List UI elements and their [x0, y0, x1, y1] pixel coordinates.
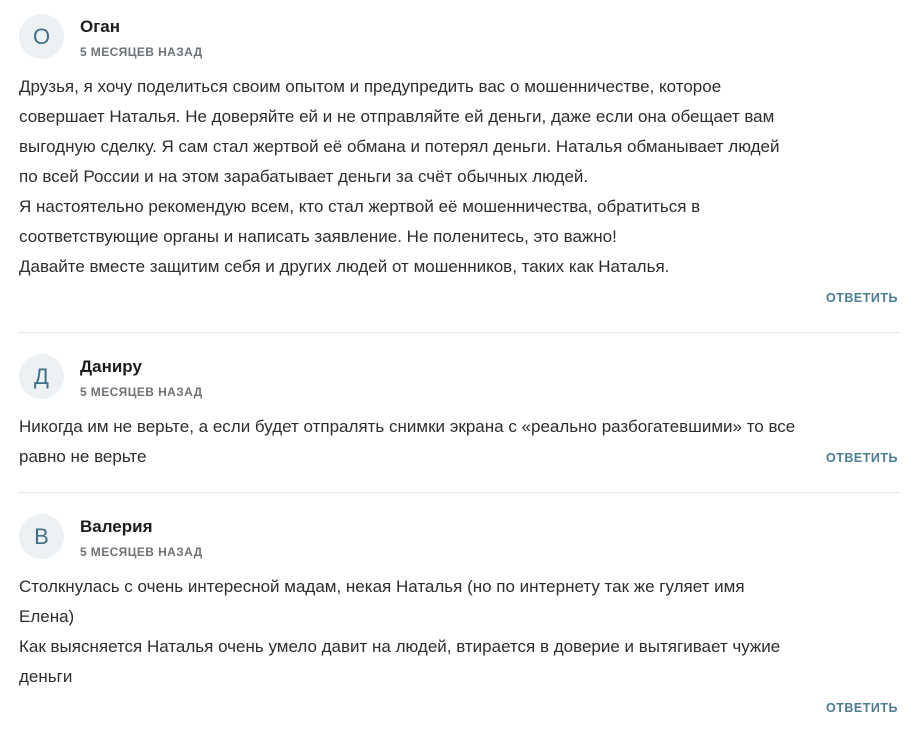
- avatar: О: [19, 14, 64, 59]
- comment-paragraph: Как выясняется Наталья очень умело давит на людей, втирается в доверие и вытягивает чужие деньги: [19, 637, 781, 686]
- timestamp: 5 МЕСЯЦЕВ НАЗАД: [80, 545, 203, 559]
- reply-button[interactable]: ОТВЕТИТЬ: [826, 451, 898, 465]
- author-name: Оган: [80, 17, 121, 36]
- comment-text: [19, 412, 804, 472]
- comment-paragraph: Я настоятельно рекомендую всем, кто стал жертвой её мошенничества, обратиться в соответствующие органы и написать заявление. Не поленитесь, это важно!: [19, 197, 701, 246]
- comment-text: [19, 572, 804, 692]
- author-name: Валерия: [80, 517, 153, 536]
- avatar: В: [19, 514, 64, 559]
- comment-text: [19, 72, 799, 282]
- comment-paragraph: Столкнулась с очень интересной мадам, некая Наталья (но по интернету так же гуляет имя Елена): [19, 577, 745, 626]
- author-name: Даниру: [80, 357, 142, 376]
- avatar: Д: [19, 354, 64, 399]
- timestamp: 5 МЕСЯЦЕВ НАЗАД: [80, 385, 203, 399]
- divider: [18, 332, 900, 333]
- comment-paragraph: Друзья, я хочу поделиться своим опытом и предупредить вас о мошенничестве, которое совершает Наталья. Не доверяйте ей и не отправляйте ей деньги, даже если она обещает вам выгодную сделку. Я сам стал жертвой её обмана и потерял деньги. Наталья обманывает людей по всей России и на этом зарабатывает деньги за счёт обычных людей.: [19, 77, 780, 186]
- reply-button[interactable]: ОТВЕТИТЬ: [826, 291, 898, 305]
- divider: [18, 492, 900, 493]
- comment-paragraph: Давайте вместе защитим себя и других людей от мошенников, таких как Наталья.: [19, 257, 670, 276]
- reply-button[interactable]: ОТВЕТИТЬ: [826, 701, 898, 715]
- timestamp: 5 МЕСЯЦЕВ НАЗАД: [80, 45, 203, 59]
- comment-paragraph: Никогда им не верьте, а если будет отпралять снимки экрана с «реально разбогатевшими» то все равно не верьте: [19, 417, 796, 466]
